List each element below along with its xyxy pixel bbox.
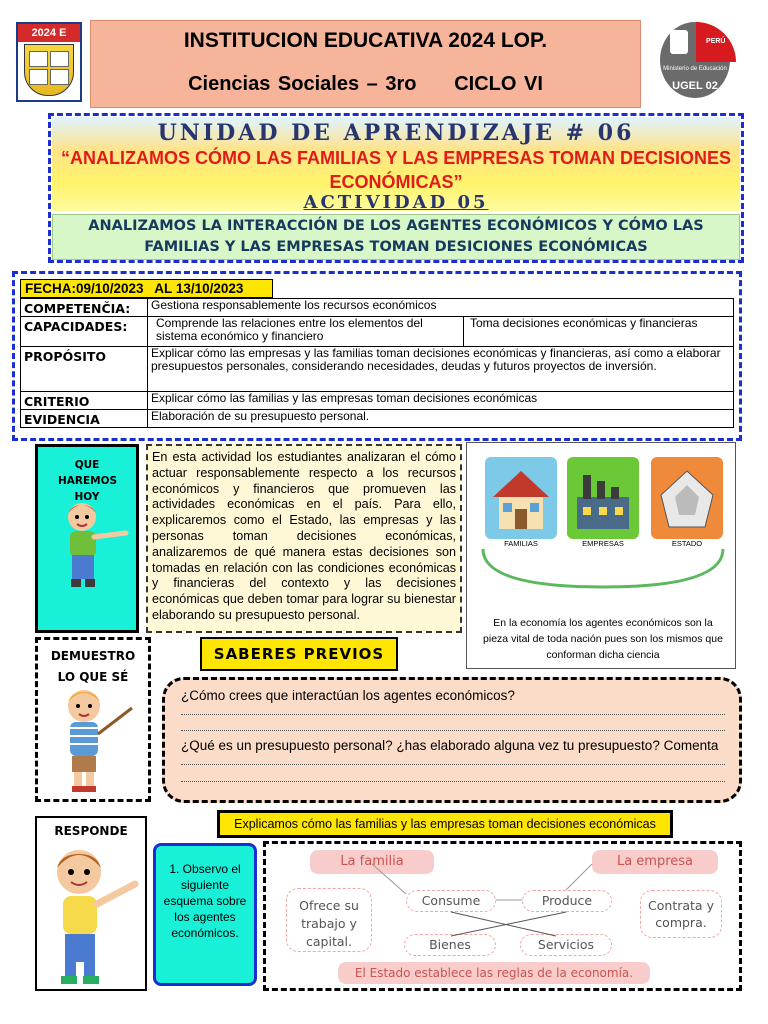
agent-label-familias: FAMILIAS	[504, 539, 538, 548]
bracket-connector	[481, 547, 725, 593]
proposito-label: PROPÓSITO	[21, 347, 148, 392]
factory-icon	[567, 457, 639, 539]
activity-title	[52, 192, 740, 213]
table-row	[21, 299, 734, 317]
scheme-empresa: La empresa	[592, 850, 718, 874]
intro-text: En esta actividad los estudiantes analizaran el cómo actuar responsablemente respecto a los recursos económicos y financieros que promueven las actividades económicas en el país. Para ello, explicaremos como el Estado, las empresas y las personas toman decisiones económicas, analizaremos de qué manera estas decisiones son tomadas en relación con las condiciones económicas y financieras del contexto y las decisiones económicas que deben tomar para lograr su bienestar elaborando su presupuesto personal.	[152, 450, 456, 622]
activity-number: ACTIVIDAD 05	[303, 192, 489, 213]
criterio-value: Explicar cómo las familias y las empresas toman decisiones económicas	[148, 392, 734, 410]
proposito-value: Explicar cómo las empresas y las familias toman decisiones económicas y financieras, así como a elaborar presupuestos personales, considerando necesidades, deudas y futuros proyectos de inversión.	[148, 347, 734, 392]
activity-description: ANALIZAMOS LA INTERACCIÓN DE LOS AGENTES ECONÓMICOS Y CÓMO LAS FAMILIAS Y LAS EMPRESAS TOMAN DESICIONES ECONÓMICAS	[88, 218, 704, 255]
government-building-icon	[651, 457, 723, 539]
agent-label-empresas: EMPRESAS	[582, 539, 624, 548]
table-row	[21, 347, 734, 392]
explain-banner: Explicamos cómo las familias y las empresas toman decisiones económicas	[217, 810, 673, 838]
ugel-label: UGEL 02	[672, 80, 718, 92]
boy-presenting-icon	[43, 842, 143, 988]
scheme-contrata: Contrata y compra.	[640, 890, 722, 938]
scheme-ofrece: Ofrece su trabajo y capital.	[286, 888, 372, 952]
school-title: INSTITUCION EDUCATIVA 2024 LOP.	[183, 29, 548, 52]
agent-label-estado: ESTADO	[671, 539, 703, 548]
info-table	[20, 298, 734, 428]
scheme-consume: Consume	[406, 890, 496, 912]
scheme-produce: Produce	[522, 890, 612, 912]
boy-with-pointer-icon	[52, 684, 136, 794]
responde-label: RESPONDE	[54, 824, 128, 838]
scheme-familia: La familia	[310, 850, 434, 874]
header-banner	[90, 20, 641, 108]
ministry-label: Ministerio de Educación	[663, 66, 727, 72]
unit-title: UNIDAD DE APRENDIZAJE # 06	[157, 120, 635, 146]
capacidad-1: Comprende las relaciones entre los elementos del sistema económico y financiero	[148, 317, 464, 347]
table-row	[21, 392, 734, 410]
economic-agents-figure	[466, 442, 736, 669]
saberes-previos-title: SABERES PREVIOS	[200, 637, 398, 671]
scheme-estado: El Estado establece las reglas de la economía.	[338, 962, 650, 984]
competencia-label: COMPETENČIA:	[21, 299, 148, 317]
school-crest-icon	[24, 44, 74, 96]
agents-caption: En la economía los agentes económicos son la pieza vital de toda nación pues son los mismos que conforman dicha ciencia	[483, 617, 723, 661]
shield-icon	[670, 30, 688, 54]
answer-line[interactable]	[181, 730, 725, 731]
responde-box	[35, 816, 147, 991]
observo-box: 1. Observo el siguiente esquema sobre los agentes económicos.	[153, 843, 257, 986]
peru-label: PERÚ	[696, 22, 736, 62]
scheme-servicios: Servicios	[520, 934, 612, 956]
school-logo-text: 2024 E	[18, 24, 80, 42]
ugel-logo	[660, 22, 730, 98]
economic-scheme	[263, 841, 742, 991]
competencia-value: Gestiona responsablemente los recursos económicos	[148, 299, 734, 317]
answer-line[interactable]	[181, 781, 725, 782]
boy-pointing-icon	[52, 499, 132, 591]
answer-line[interactable]	[181, 764, 725, 765]
que-haremos-label: QUE HAREMOS HOY	[58, 459, 118, 503]
que-haremos-box	[35, 444, 139, 633]
unit-quote: “ANALIZAMOS CÓMO LAS FAMILIAS Y LAS EMPRESAS TOMAN DECISIONES ECONÓMICAS”	[60, 148, 732, 192]
capacidad-2: Toma decisiones económicas y financieras	[464, 317, 734, 347]
date-range: FECHA:09/10/2023 AL 13/10/2023	[20, 279, 273, 298]
demuestro-label: DEMUESTRO LO QUE SÉ	[50, 649, 136, 684]
questions-box	[162, 677, 742, 803]
demuestro-box	[35, 637, 151, 802]
criterio-label: CRITERIO	[21, 392, 148, 410]
scheme-bienes: Bienes	[404, 934, 496, 956]
evidencia-value: Elaboración de su presupuesto personal.	[148, 410, 734, 428]
capacidades-label: CAPACIDADES:	[21, 317, 148, 347]
evidencia-label: EVIDENCIA	[21, 410, 148, 428]
answer-line[interactable]	[181, 714, 725, 715]
table-row	[21, 410, 734, 428]
table-row	[21, 317, 734, 347]
course-subtitle: Ciencias Sociales – 3ro CICLO VI	[188, 73, 543, 95]
school-logo	[16, 22, 82, 102]
family-house-icon	[485, 457, 557, 539]
question-1: ¿Cómo crees que interactúan los agentes económicos?	[181, 688, 515, 703]
question-2: ¿Qué es un presupuesto personal? ¿has elaborado alguna vez tu presupuesto? Comenta	[181, 738, 719, 753]
